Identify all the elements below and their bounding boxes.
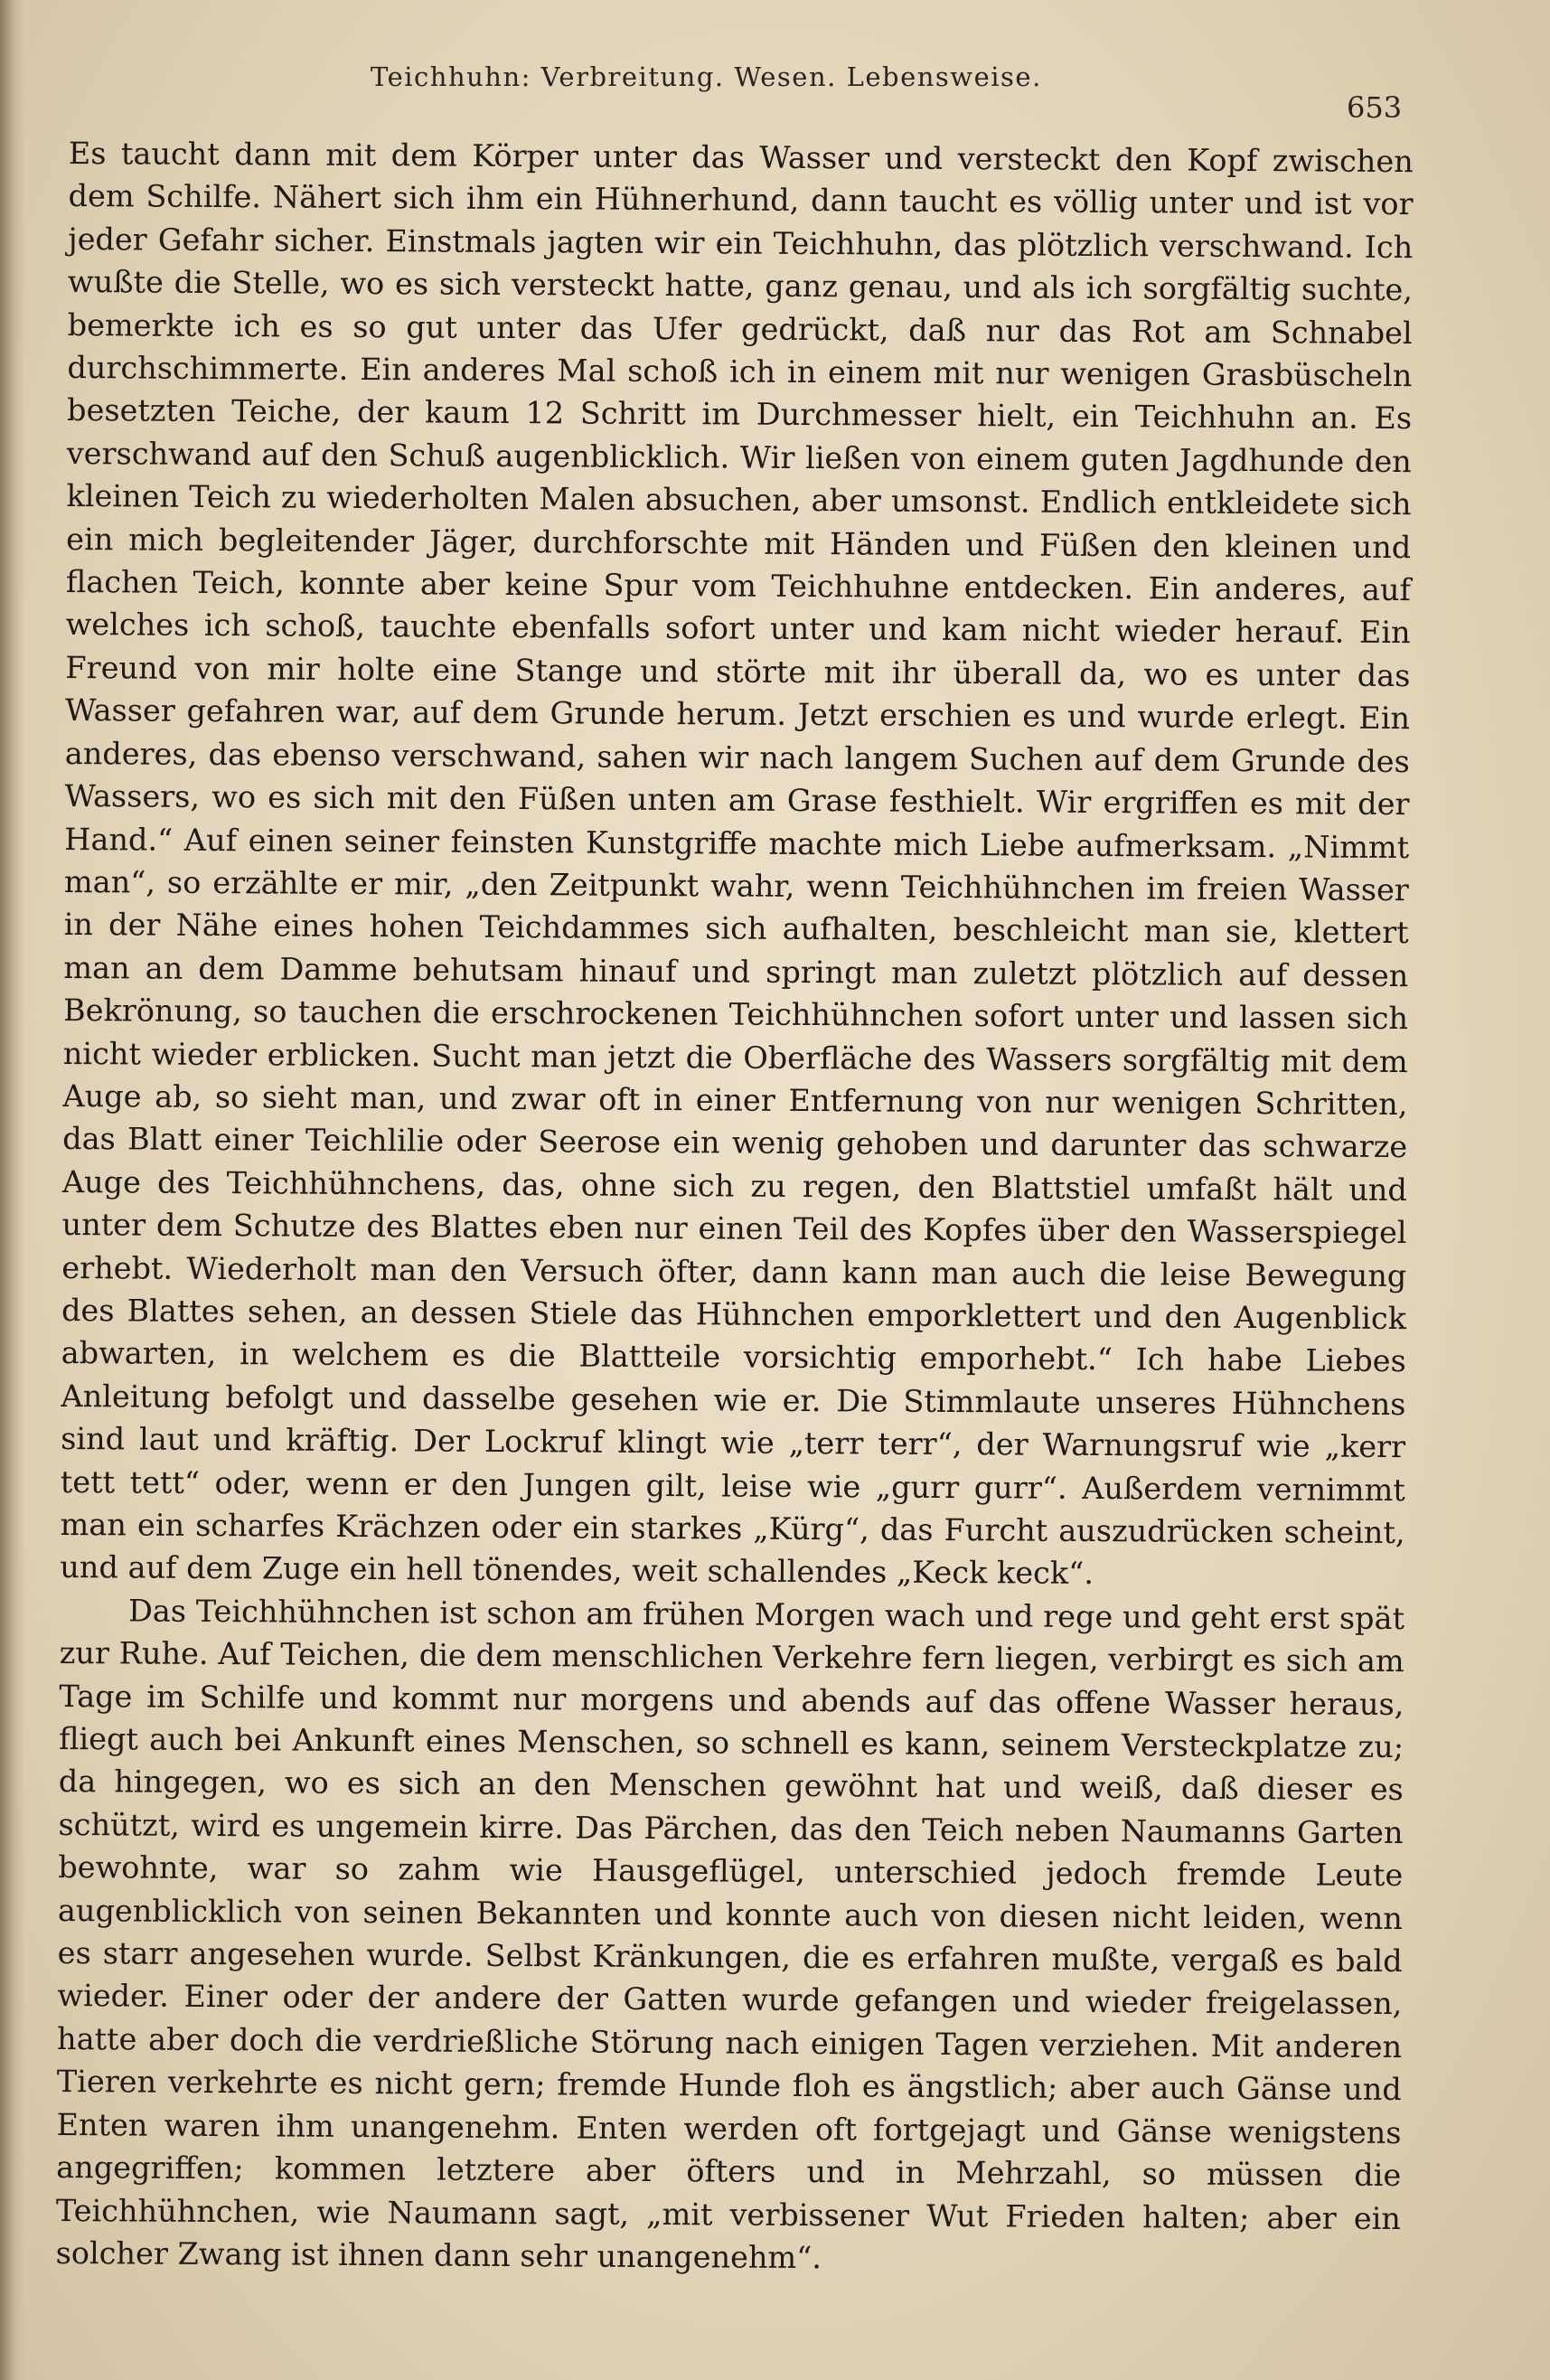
- paragraph-2: Das Teichhühnchen ist schon am frühen Morgen wach und rege und geht erst spät zur Ruhe. Auf Teichen, die dem menschlichen Verkehre fern liegen, verbirgt es sich am Tage im Schilfe und kommt nur morgens und abends auf das offene Wasser heraus, fliegt auch bei Ankunft eines Menschen, so schnell es kann, seinem Versteckplatze zu; da hingegen, wo es sich an den Menschen gewöhnt hat und weiß, daß dieser es schützt, wird es ungemein kirre. Das Pärchen, das den Teich neben Naumanns Garten bewohnte, war so zahm wie Hausgeflügel, unterschied jedoch fremde Leute augenblicklich von seinen Bekannten und konnte auch von diesen nicht leiden, wenn es starr angesehen wurde. Selbst Kränkungen, die es erfahren mußte, vergaß es bald wieder. Einer oder der andere der Gatten wurde gefangen und wieder freigelassen, hatte aber doch die verdrießliche Störung nach einigen Tagen verziehen. Mit anderen Tieren verkehrte es nicht gern; fremde Hunde floh es ängstlich; aber auch Gänse und Enten waren ihm unangenehm. Enten werden oft fortgejagt und Gänse wenigstens angegriffen; kommen letztere aber öfters und in Mehrzahl, so müssen die Teichhühnchen, wie Naumann sagt, „mit verbissener Wut Frieden halten; aber ein solcher Zwang ist ihnen dann sehr unangenehm“.: [55, 1593, 1405, 2276]
- running-header: [0, 54, 1550, 125]
- paragraph-1: Es taucht dann mit dem Körper unter das Wasser und versteckt den Kopf zwischen dem Schilfe. Nähert sich ihm ein Hühnerhund, dann taucht es völlig unter und ist vor jeder Gefahr sicher. Einstmals jagten wir ein Teichhuhn, das plötzlich verschwand. Ich wußte die Stelle, wo es sich versteckt hatte, ganz genau, und als ich sorgfältig suchte, bemerkte ich es so gut unter das Ufer gedrückt, daß nur das Rot am Schnabel durchschimmerte. Ein anderes Mal schoß ich in einem mit nur wenigen Grasbüscheln besetzten Teiche, der kaum 12 Schritt im Durchmesser hielt, ein Teichhuhn an. Es verschwand auf den Schuß augenblicklich. Wir ließen von einem guten Jagdhunde den kleinen Teich zu wiederholten Malen absuchen, aber umsonst. Endlich entkleidete sich ein mich begleitender Jäger, durchforschte mit Händen und Füßen den kleinen und flachen Teich, konnte aber keine Spur vom Teichhuhne entdecken. Ein anderes, auf welches ich schoß, tauchte ebenfalls sofort unter und kam nicht wieder herauf. Ein Freund von mir holte eine Stange und störte mit ihr überall da, wo es unter das Wasser gefahren war, auf dem Grunde herum. Jetzt erschien es und wurde erlegt. Ein anderes, das ebenso verschwand, sahen wir nach langem Suchen auf dem Grunde des Wassers, wo es sich mit den Füßen unten am Grase festhielt. Wir ergriffen es mit der Hand.“ Auf einen seiner feinsten Kunstgriffe machte mich Liebe aufmerksam. „Nimmt man“, so erzählte er mir, „den Zeitpunkt wahr, wenn Teichhühnchen im freien Wasser in der Nähe eines hohen Teichdammes sich aufhalten, beschleicht man sie, klettert man an dem Damme behutsam hinauf und springt man zuletzt plötzlich auf dessen Bekrönung, so tauchen die erschrockenen Teichhühnchen sofort unter und lassen sich nicht wieder erblicken. Sucht man jetzt die Oberfläche des Wassers sorgfältig mit dem Auge ab, so sieht man, und zwar oft in einer Entfernung von nur wenigen Schritten, das Blatt einer Teichlilie oder Seerose ein wenig gehoben und darunter das schwarze Auge des Teichhühnchens, das, ohne sich zu regen, den Blattstiel umfaßt hält und unter dem Schutze des Blattes eben nur einen Teil des Kopfes über den Wasserspiegel erhebt. Wiederholt man den Versuch öfter, dann kann man auch die leise Bewegung des Blattes sehen, an dessen Stiele das Hühnchen emporklettert und den Augenblick abwarten, in welchem es die Blattteile vorsichtig emporhebt.“ Ich habe Liebes Anleitung befolgt und dasselbe gesehen wie er. Die Stimmlaute unseres Hühnchens sind laut und kräftig. Der Lockruf klingt wie „terr terr“, der Warnungsruf wie „kerr tett tett“ oder, wenn er den Jungen gilt, leise wie „gurr gurr“. Außerdem vernimmt man ein scharfes Krächzen oder ein starkes „Kürg“, das Furcht auszudrücken scheint, und auf dem Zuge ein hell tönendes, weit schallendes „Keck keck“.: [60, 135, 1414, 1592]
- page-number: 653: [1347, 90, 1403, 125]
- running-header-title: Teichhuhn: Verbreitung. Wesen. Lebensweise.: [371, 61, 1042, 92]
- page-gutter-shadow: [0, 0, 25, 2380]
- body-text: [56, 132, 1414, 2282]
